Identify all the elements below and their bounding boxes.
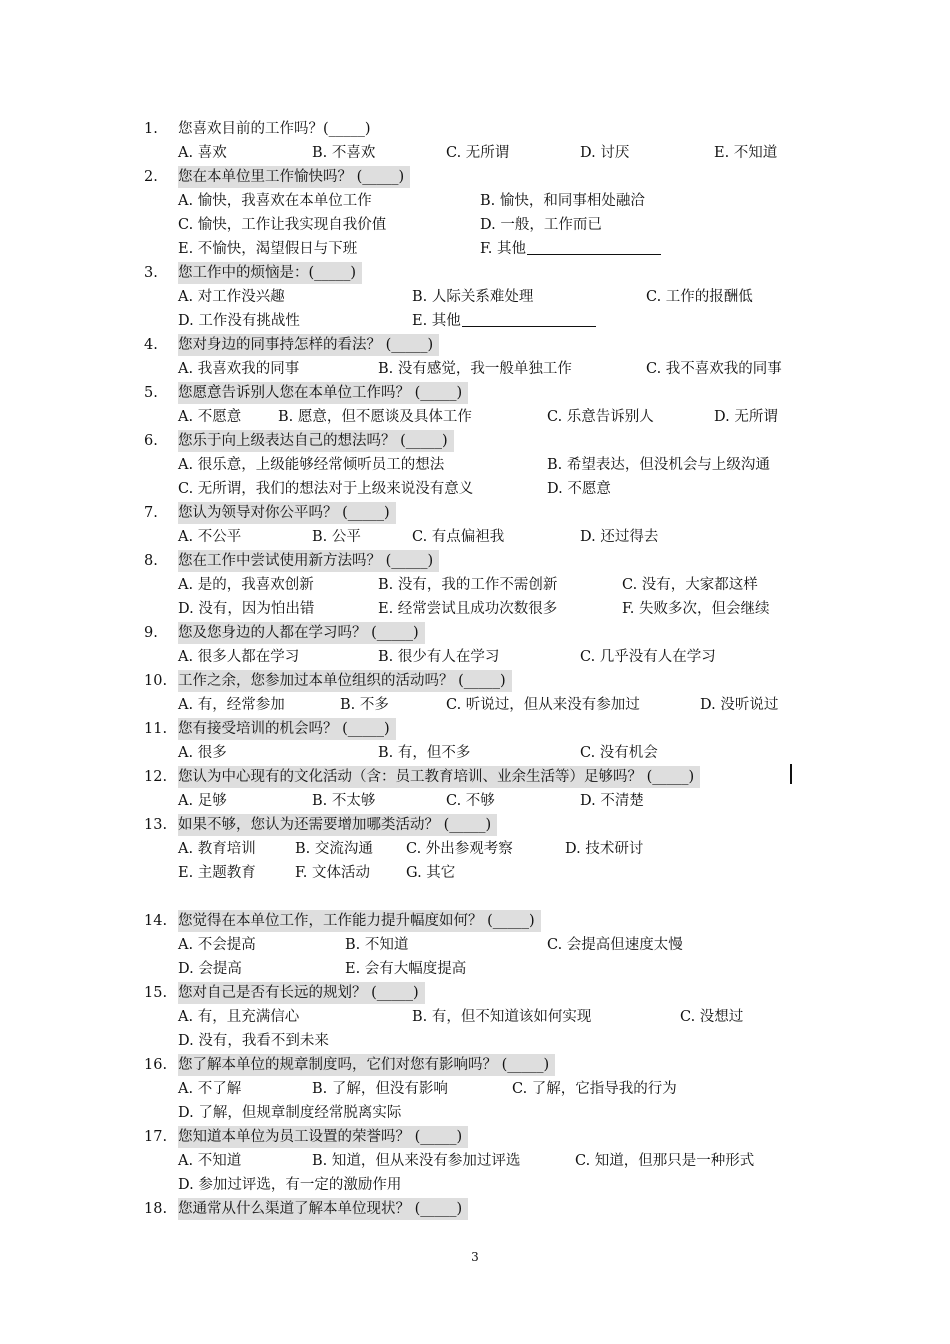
answer-option-label: C. 外出参观考察 — [406, 841, 513, 857]
answer-option-label: C. 知道，但那只是一种形式 — [575, 1153, 755, 1169]
question-number: 14. — [144, 913, 168, 929]
answer-option — [178, 742, 227, 764]
question-number: 7. — [144, 505, 158, 521]
answer-option — [378, 358, 572, 380]
answer-option — [412, 1006, 591, 1028]
answer-option-label: B. 了解，但没有影响 — [312, 1081, 448, 1097]
answer-option — [178, 694, 285, 716]
answer-option-label: B. 有，但不知道该如何实现 — [412, 1009, 592, 1025]
answer-option-label: B. 交流沟通 — [295, 841, 373, 857]
question-number: 9. — [144, 625, 158, 641]
answer-option — [378, 646, 499, 668]
answer-option — [178, 1030, 329, 1052]
answer-option — [178, 358, 299, 380]
answer-option — [295, 862, 370, 884]
answer-option — [178, 1078, 241, 1100]
answer-option — [178, 190, 372, 212]
answer-option-label: C. 没想过 — [680, 1009, 744, 1025]
answer-option — [580, 742, 658, 764]
question-number: 4. — [144, 337, 158, 353]
question-number: 6. — [144, 433, 158, 449]
answer-option-label: D. 无所谓 — [714, 409, 778, 425]
question-text: 您通常从什么渠道了解本单位现状？ (_____) — [178, 1198, 468, 1220]
question-number: 16. — [144, 1057, 168, 1073]
answer-option — [580, 646, 716, 668]
answer-option — [547, 934, 683, 956]
question-text: 您喜欢目前的工作吗？(_____) — [178, 121, 371, 137]
answer-option-label: B. 人际关系难处理 — [412, 289, 534, 305]
answer-option — [178, 1102, 401, 1124]
answer-option — [406, 838, 513, 860]
answer-option-label: A. 有，且充满信心 — [178, 1009, 300, 1025]
page-number: 3 — [471, 1250, 479, 1264]
answer-option-label: A. 不愿意 — [178, 409, 242, 425]
answer-option-label: C. 没有，大家都这样 — [622, 577, 758, 593]
answer-option — [412, 310, 596, 332]
answer-option-label: D. 没听说过 — [700, 697, 779, 713]
answer-option-label: D. 没有，我看不到未来 — [178, 1033, 329, 1049]
question-text: 您有接受培训的机会吗？ (_____) — [178, 718, 396, 740]
answer-option — [312, 1150, 520, 1172]
answer-option-label: A. 足够 — [178, 793, 227, 809]
answer-option-label: A. 不公平 — [178, 529, 242, 545]
answer-option-label: E. 其他 — [412, 313, 461, 329]
answer-option — [312, 142, 375, 164]
answer-option-label: G. 其它 — [406, 865, 456, 881]
answer-option — [446, 142, 509, 164]
answer-option — [178, 214, 386, 236]
answer-option-label: E. 不知道 — [714, 145, 778, 161]
answer-option — [178, 454, 444, 476]
answer-option — [178, 790, 227, 812]
answer-option — [178, 574, 314, 596]
answer-option-label: D. 了解，但规章制度经常脱离实际 — [178, 1105, 402, 1121]
question-text: 工作之余，您参加过本单位组织的活动吗？ (_____) — [178, 670, 512, 692]
answer-option — [547, 478, 611, 500]
answer-option — [178, 478, 473, 500]
answer-option-label: B. 没有，我的工作不需创新 — [378, 577, 558, 593]
answer-option — [547, 406, 654, 428]
question-text: 您乐于向上级表达自己的想法吗？ (_____) — [178, 430, 454, 452]
answer-option-label: D. 会提高 — [178, 961, 242, 977]
question-text: 您认为中心现有的文化活动（含：员工教育培训、业余生活等）足够吗？ (_____) — [178, 766, 700, 788]
answer-option — [680, 1006, 743, 1028]
question-number: 1. — [144, 121, 158, 137]
answer-option-label: D. 还过得去 — [580, 529, 659, 545]
answer-option — [580, 142, 629, 164]
answer-option-label: E. 经常尝试且成功次数很多 — [378, 601, 558, 617]
answer-option-label: C. 我不喜欢我的同事 — [646, 361, 782, 377]
answer-option — [580, 790, 644, 812]
answer-option-label: D. 参加过评选，有一定的激励作用 — [178, 1177, 402, 1193]
question-number: 12. — [144, 769, 168, 785]
answer-option-label: A. 不了解 — [178, 1081, 242, 1097]
answer-option-label: C. 不够 — [446, 793, 495, 809]
question-number: 10. — [144, 673, 168, 689]
question-text: 您工作中的烦恼是：(_____) — [178, 262, 362, 284]
answer-option-label: A. 有，经常参加 — [178, 697, 285, 713]
answer-option — [178, 238, 357, 260]
answer-option — [446, 694, 640, 716]
answer-option — [480, 190, 645, 212]
answer-option-label: A. 教育培训 — [178, 841, 256, 857]
answer-option — [480, 238, 661, 260]
answer-option — [378, 598, 557, 620]
answer-option-label: D. 不清楚 — [580, 793, 644, 809]
answer-option — [345, 958, 466, 980]
answer-option-label: B. 不喜欢 — [312, 145, 376, 161]
answer-option-label: C. 没有机会 — [580, 745, 658, 761]
answer-option-label: C. 愉快，工作让我实现自我价值 — [178, 217, 387, 233]
question-number: 2. — [144, 169, 158, 185]
fill-in-blank-line[interactable] — [462, 312, 596, 327]
answer-option-label: C. 听说过，但从来没有参加过 — [446, 697, 640, 713]
answer-option-label: E. 会有大幅度提高 — [345, 961, 467, 977]
answer-option — [378, 574, 557, 596]
answer-option-label: B. 知道，但从来没有参加过评选 — [312, 1153, 521, 1169]
answer-option — [178, 862, 256, 884]
answer-option — [480, 214, 602, 236]
question-number: 18. — [144, 1201, 168, 1217]
question-text: 您知道本单位为员工设置的荣誉吗？ (_____) — [178, 1126, 468, 1148]
answer-option — [312, 790, 375, 812]
answer-option — [345, 934, 408, 956]
answer-option-label: B. 希望表达，但没机会与上级沟通 — [547, 457, 770, 473]
answer-option-label: B. 公平 — [312, 529, 361, 545]
answer-option — [178, 1174, 401, 1196]
answer-option — [178, 958, 242, 980]
answer-option — [312, 526, 361, 548]
answer-option-label: B. 不太够 — [312, 793, 376, 809]
answer-option — [700, 694, 778, 716]
answer-option-label: A. 我喜欢我的同事 — [178, 361, 300, 377]
question-text: 如果不够，您认为还需要增加哪类活动？ (_____) — [178, 814, 497, 836]
answer-option — [295, 838, 373, 860]
answer-option — [178, 1006, 299, 1028]
answer-option — [646, 358, 782, 380]
answer-option-label: A. 很乐意，上级能够经常倾听员工的想法 — [178, 457, 445, 473]
question-number: 11. — [144, 721, 168, 737]
question-text: 您及您身边的人都在学习吗？ (_____) — [178, 622, 425, 644]
question-number: 15. — [144, 985, 168, 1001]
answer-option — [580, 526, 658, 548]
answer-option — [178, 598, 314, 620]
answer-option-label: A. 是的，我喜欢创新 — [178, 577, 314, 593]
answer-option — [178, 406, 241, 428]
answer-option-label: A. 对工作没兴趣 — [178, 289, 285, 305]
answer-option — [178, 142, 227, 164]
answer-option — [646, 286, 753, 308]
question-text: 您对身边的同事持怎样的看法？ (_____) — [178, 334, 439, 356]
answer-option-label: E. 主题教育 — [178, 865, 256, 881]
answer-option-label: B. 很少有人在学习 — [378, 649, 500, 665]
answer-option-label: B. 没有感觉，我一般单独工作 — [378, 361, 572, 377]
question-number: 8. — [144, 553, 158, 569]
question-text: 您对自己是否有长远的规划？ (_____) — [178, 982, 425, 1004]
answer-option — [178, 310, 300, 332]
question-text: 您认为领导对你公平吗？ (_____) — [178, 502, 396, 524]
answer-option — [340, 694, 389, 716]
answer-option — [178, 838, 256, 860]
answer-option-label: F. 文体活动 — [295, 865, 371, 881]
answer-option — [412, 286, 533, 308]
answer-option-label: D. 不愿意 — [547, 481, 611, 497]
answer-option — [178, 934, 256, 956]
answer-option — [178, 646, 299, 668]
answer-option — [278, 406, 472, 428]
answer-option-label: B. 愿意，但不愿谈及具体工作 — [278, 409, 472, 425]
answer-option-label: D. 没有，因为怕出错 — [178, 601, 315, 617]
question-number: 3. — [144, 265, 158, 281]
answer-option — [565, 838, 643, 860]
answer-option-label: D. 讨厌 — [580, 145, 630, 161]
answer-option-label: E. 不愉快，渴望假日与下班 — [178, 241, 358, 257]
answer-option-label: D. 工作没有挑战性 — [178, 313, 300, 329]
answer-option-label: C. 了解，它指导我的行为 — [512, 1081, 677, 1097]
answer-option — [178, 1150, 241, 1172]
answer-option-label: C. 几乎没有人在学习 — [580, 649, 716, 665]
answer-option-label: C. 乐意告诉别人 — [547, 409, 654, 425]
answer-option — [412, 526, 504, 548]
fill-in-blank-line[interactable] — [527, 240, 661, 255]
answer-option-label: B. 不知道 — [345, 937, 409, 953]
answer-option-label: B. 愉快，和同事相处融洽 — [480, 193, 645, 209]
answer-option — [178, 526, 241, 548]
answer-option-label: A. 很多 — [178, 745, 227, 761]
answer-option-label: F. 失败多次，但会继续 — [622, 601, 770, 617]
answer-option — [714, 406, 778, 428]
answer-option — [575, 1150, 754, 1172]
text-cursor-bar — [790, 764, 792, 784]
answer-option-label: D. 一般，工作而已 — [480, 217, 602, 233]
answer-option-label: A. 愉快，我喜欢在本单位工作 — [178, 193, 372, 209]
question-number: 13. — [144, 817, 168, 833]
answer-option — [178, 286, 285, 308]
answer-option-label: B. 不多 — [340, 697, 389, 713]
answer-option — [714, 142, 777, 164]
answer-option-label: C. 无所谓 — [446, 145, 510, 161]
question-number: 5. — [144, 385, 158, 401]
answer-option-label: A. 喜欢 — [178, 145, 227, 161]
answer-option-label: A. 很多人都在学习 — [178, 649, 300, 665]
question-text: 您在本单位里工作愉快吗？ (_____) — [178, 166, 410, 188]
question-text: 您觉得在本单位工作，工作能力提升幅度如何？ (_____) — [178, 910, 541, 932]
answer-option — [547, 454, 770, 476]
answer-option-label: C. 会提高但速度太慢 — [547, 937, 683, 953]
answer-option-label: A. 不知道 — [178, 1153, 242, 1169]
question-text: 您在工作中尝试使用新方法吗？ (_____) — [178, 550, 439, 572]
answer-option-label: C. 工作的报酬低 — [646, 289, 753, 305]
answer-option — [406, 862, 455, 884]
answer-option — [622, 574, 758, 596]
question-text: 您愿意告诉别人您在本单位工作吗？ (_____) — [178, 382, 468, 404]
answer-option-label: B. 有，但不多 — [378, 745, 471, 761]
answer-option — [378, 742, 470, 764]
answer-option-label: C. 无所谓，我们的想法对于上级来说没有意义 — [178, 481, 474, 497]
answer-option-label: A. 不会提高 — [178, 937, 256, 953]
answer-option — [622, 598, 770, 620]
answer-option — [512, 1078, 677, 1100]
answer-option — [446, 790, 495, 812]
answer-option-label: F. 其他 — [480, 241, 527, 257]
question-text: 您了解本单位的规章制度吗，它们对您有影响吗？ (_____) — [178, 1054, 555, 1076]
answer-option-label: C. 有点偏袒我 — [412, 529, 505, 545]
answer-option — [312, 1078, 448, 1100]
answer-option-label: D. 技术研讨 — [565, 841, 644, 857]
question-number: 17. — [144, 1129, 168, 1145]
